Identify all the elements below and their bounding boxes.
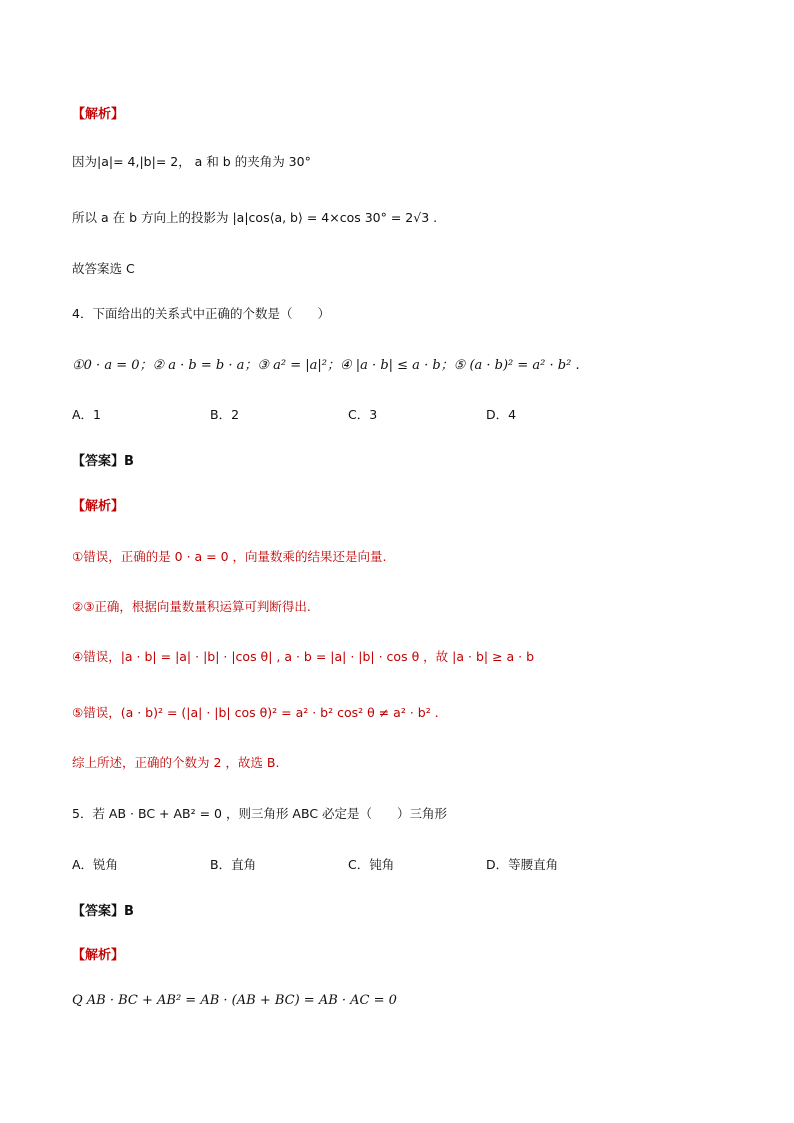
analysis-text: 因为|a|= 4,|b|= 2， a 和 b 的夹角为 30° xyxy=(72,154,311,169)
question-4-stem: 4．下面给出的关系式中正确的个数是（ ） xyxy=(72,306,330,321)
explanation-2: ②③正确，根据向量数量积运算可判断得出. xyxy=(72,599,311,614)
explanation-4: ⑤错误，(a · b)² = (|a| · |b| cos θ)² = a² · b² cos² θ ≠ a² · b² . xyxy=(72,705,439,720)
option-d: D．等腰直角 xyxy=(486,857,559,872)
analysis-text: 所以 a 在 b 方向上的投影为 |a|cos⟨a, b⟩ = 4×cos 30° = 2√3 . xyxy=(72,210,438,225)
option-c: C．钝角 xyxy=(348,857,395,872)
option-c: C．3 xyxy=(348,407,378,422)
option-a: A．1 xyxy=(72,407,102,422)
option-d: D．4 xyxy=(486,407,517,422)
answer-label: 【答案】B xyxy=(72,454,134,469)
analysis-label: 【解析】 xyxy=(72,948,125,963)
question-5-stem: 5．若 AB · BC + AB² = 0 ，则三角形 ABC 必定是（ ）三角形 xyxy=(72,806,448,821)
explanation-1: ①错误，正确的是 0 · a = 0 ，向量数乘的结果还是向量. xyxy=(72,549,387,564)
question-4-items xyxy=(72,354,580,373)
analysis-label: 【解析】 xyxy=(72,107,125,122)
analysis-line-2 xyxy=(72,208,437,226)
answer-label: 【答案】B xyxy=(72,904,134,919)
analysis-line-1 xyxy=(72,993,397,1008)
explanation-3: ④错误，|a · b| = |a| · |b| · |cos θ| , a · b = |a| · |b| · cos θ ，故 |a · b| ≥ a · b xyxy=(72,649,535,664)
option-a: A．锐角 xyxy=(72,857,119,872)
analysis-formula: Q AB · BC + AB² = AB · (AB + BC) = AB · AC = 0 xyxy=(72,993,397,1008)
analysis-line-3: 故答案选 C xyxy=(72,261,135,276)
option-b: B．直角 xyxy=(210,857,257,872)
conclusion: 综上所述，正确的个数为 2 ，故选 B. xyxy=(72,755,280,770)
analysis-label: 【解析】 xyxy=(72,499,125,514)
option-b: B．2 xyxy=(210,407,240,422)
analysis-line-1 xyxy=(72,152,311,170)
question-4-formulas: ①0 · a = 0；② a · b = b · a；③ a² = |a|²；④ |a · b| ≤ a · b；⑤ (a · b)² = a² · b² . xyxy=(72,358,580,373)
